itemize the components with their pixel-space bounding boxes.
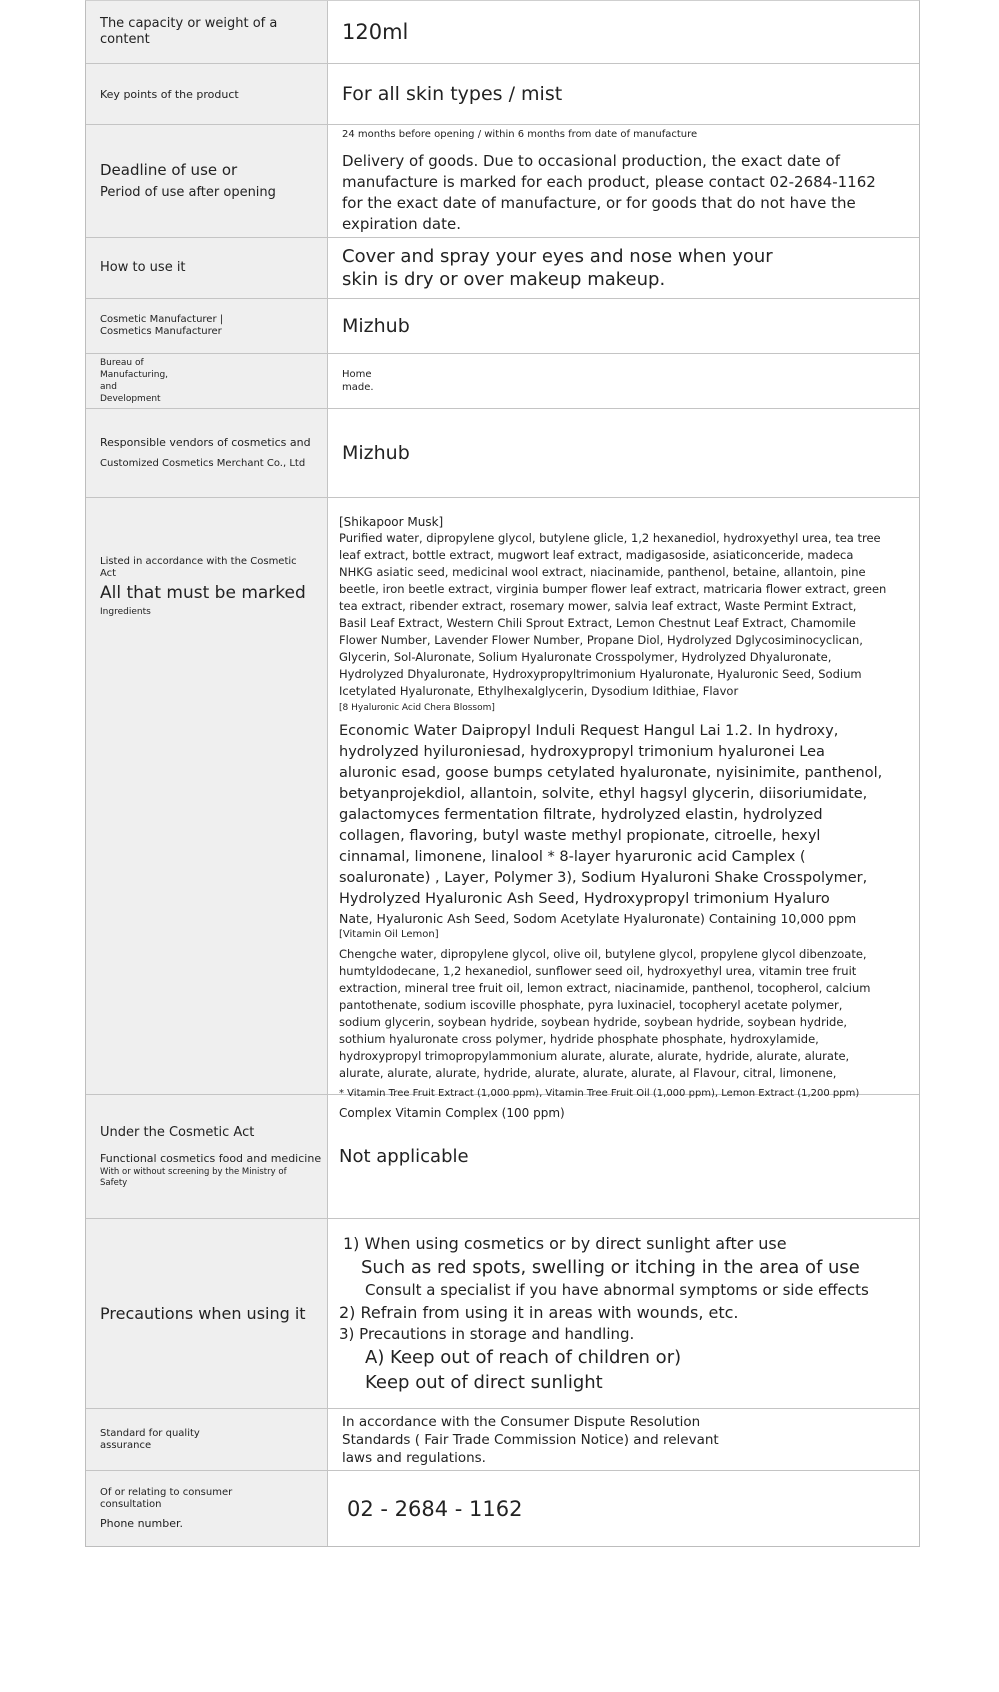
value-cell (328, 64, 919, 124)
value-cell (328, 354, 919, 408)
row-manufacturer (86, 299, 919, 354)
label-cell (86, 354, 328, 408)
ingredients-label-line2: All that must be marked (100, 583, 306, 603)
consultation-label-line3: Phone number. (100, 1517, 183, 1530)
row-quality (86, 1409, 919, 1471)
row-capacity (86, 1, 919, 64)
value-cell (328, 125, 919, 237)
vendor-label-line1: Responsible vendors of cosmetics and (100, 436, 311, 449)
deadline-label-line1: Deadline of use or (100, 161, 238, 179)
precautions-label: Precautions when using it (100, 1303, 306, 1323)
deadline-label-line2: Period of use after opening (100, 185, 276, 200)
row-how-to-use (86, 238, 919, 299)
row-consultation (86, 1471, 919, 1546)
label-cell (86, 125, 328, 237)
row-deadline (86, 125, 919, 238)
ingredients-section1-title: [Shikapoor Musk] (339, 515, 444, 529)
label-cell (86, 1219, 328, 1408)
key-points-value: For all skin types / mist (342, 83, 563, 105)
ingredients-section2-tail: Nate, Hyaluronic Ash Seed, Sodom Acetylate Hyaluronate) Containing 10,000 ppm (339, 911, 857, 926)
functional-label-line3: With or without screening by the Ministry of Safety (100, 1166, 287, 1188)
ingredients-section1-text: Purified water, dipropylene glycol, butylene glicle, 1,2 hexanediol, hydroxyethyl urea, tea tree leaf extract, bottle extract, mugwort leaf extract, madigasoside, asiaticonceride, madeca NHKG asiatic seed, medicinal wool extract, niacinamide, panthenol, betaine, allantoin, pine beetle, iron beetle extract, virginia bumper flower leaf extract, matricaria flower extract, green tea extract, ribender extract, rosemary mower, salvia leaf extract, Waste Permint Extract, Basil Leaf Extract, Western Chili Sprout Extract, Lemon Chestnut Leaf Extract, Chamomile Flower Number, Lavender Flower Number, Propane Diol, Hydrolyzed Dglycosiminocyclican, Glycerin, Sol-Aluronate, Solium Hyaluronate Crosspolymer, Hydrolyzed Dhyaluronate, Hydrolyzed Dhyaluronate, Hydroxypropyltrimonium Hyaluronate, Hyaluronic Seed, Sodium Icetylated Hyaluronate, Ethylhexalglycerin, Dysodium Idithiae, Flavor (339, 531, 887, 698)
value-cell (328, 1, 919, 63)
row-bureau (86, 354, 919, 409)
ingredients-label-line1: Listed in accordance with the Cosmetic Act (100, 556, 297, 579)
how-to-use-value: Cover and spray your eyes and nose when your skin is dry or over makeup makeup. (342, 246, 773, 290)
how-to-use-label: How to use it (100, 260, 186, 275)
functional-label-line2: Functional cosmetics food and medicine (100, 1151, 322, 1165)
ingredients-section2-title: [8 Hyaluronic Acid Chera Blossom] (339, 703, 495, 713)
bureau-label-line2: Manufacturing, (100, 370, 169, 380)
manufacturer-label-line1: Cosmetic Manufacturer | (100, 314, 224, 325)
ingredients-section3-text: Chengche water, dipropylene glycol, olive oil, butylene glycol, propylene glycol dibenzoate, humtyldodecane, 1,2 hexanediol, sunflower seed oil, hydroxyethyl urea, vitamin tree fruit extraction, mineral tree fruit oil, lemon extract, niacinamide, panthenol, tocopherol, calcium pantothenate, sodium iscoville phosphate, pyra luxinaciel, tocopheryl acetate polymer, sodium glycerin, soybean hydride, soybean hydride, soybean hydride, soybean hydride, sothium hyaluronate cross polymer, hydride phosphate phosphate, hydroxylamide, hydroxypropyl trimopropylammonium alurate, alurate, alurate, hydride, alurate, alurate, alurate, alurate, alurate, hydride, alurate, alurate, alurate, al Flavour, citral, limonene, (339, 947, 871, 1080)
consultation-phone: 02 - 2684 - 1162 (347, 1496, 523, 1521)
label-cell (86, 1, 328, 63)
value-cell (328, 409, 919, 497)
label-cell (86, 238, 328, 298)
value-cell (328, 1409, 919, 1470)
ingredients-section3-note: * Vitamin Tree Fruit Extract (1,000 ppm), Vitamin Tree Fruit Oil (1,000 ppm), Lemon Extract (1,200 ppm) (339, 1088, 860, 1099)
label-cell (86, 1471, 328, 1546)
value-cell (328, 498, 919, 1120)
manufacturer-label-line2: Cosmetics Manufacturer (100, 326, 222, 337)
bureau-value-line2: made. (342, 382, 374, 393)
bureau-value-line1: Home (342, 369, 372, 380)
quality-label-line2: assurance (100, 1439, 152, 1451)
precautions-line1: 1) When using cosmetics or by direct sunlight after use (343, 1234, 787, 1253)
row-precautions (86, 1219, 919, 1409)
functional-label-line1: Under the Cosmetic Act (100, 1124, 255, 1140)
quality-value: In accordance with the Consumer Dispute Resolution Standards ( Fair Trade Commission Notice) and relevant laws and regulations. (342, 1413, 719, 1466)
capacity-value: 120ml (342, 20, 409, 44)
label-cell (86, 1409, 328, 1470)
row-vendor (86, 409, 919, 498)
deadline-value-small: 24 months before opening / within 6 months from date of manufacture (342, 128, 698, 140)
precautions-line5: 3) Precautions in storage and handling. (339, 1325, 635, 1343)
precautions-line4: 2) Refrain from using it in areas with wounds, etc. (339, 1303, 739, 1322)
ingredients-section3-title: [Vitamin Oil Lemon] (339, 929, 439, 940)
vendor-value: Mizhub (342, 442, 410, 464)
consultation-label-line2: consultation (100, 1499, 162, 1510)
consultation-label-line1: Of or relating to consumer (100, 1487, 233, 1498)
precautions-line7: Keep out of direct sunlight (365, 1372, 603, 1393)
value-cell (328, 1471, 919, 1546)
row-ingredients (86, 498, 919, 1120)
label-cell (86, 1095, 328, 1218)
value-cell (328, 1219, 919, 1408)
bureau-label-line4: Development (100, 394, 161, 404)
bureau-label-line3: and (100, 382, 117, 392)
precautions-line2: Such as red spots, swelling or itching in the area of use (361, 1257, 860, 1278)
ingredients-section3-tail: Complex Vitamin Complex (100 ppm) (339, 1106, 565, 1120)
capacity-label: The capacity or weight of a content (100, 16, 278, 47)
label-cell (86, 64, 328, 124)
ingredients-label-line3: Ingredients (100, 607, 151, 617)
value-cell (328, 299, 919, 353)
bureau-label-line1: Bureau of (100, 358, 144, 368)
deadline-value-main: Delivery of goods. Due to occasional production, the exact date of manufacture is marked for each product, please contact 02-2684-1162 for the exact date of manufacture, or for goods that do not have the expiration date. (342, 151, 876, 233)
quality-label-line1: Standard for quality (100, 1427, 200, 1439)
label-cell (86, 299, 328, 353)
vendor-label-line2: Customized Cosmetics Merchant Co., Ltd (100, 458, 306, 469)
key-points-label: Key points of the product (100, 87, 239, 101)
row-key-points (86, 64, 919, 125)
ingredients-section2-text: Economic Water Daipropyl Induli Request Hangul Lai 1.2. In hydroxy, hydrolyzed hyiluroniesad, hydroxypropyl trimonium hyaluronei Lea aluronic esad, goose bumps cetylated hyaluronate, nyisinimite, panthenol, betyanprojekdiol, allantoin, solvite, ethyl hagsyl glycerin, diisoriumidate, galactomyces fermentation filtrate, hydrolyzed elastin, hydrolyzed collagen, flavoring, butyl waste methyl propionate, citroelle, hexyl cinnamal, limonene, linalool * 8-layer hyaruronic acid Camplex ( soaluronate) , Layer, Polymer 3), Sodium Hyaluroni Shake Crosspolymer, Hydrolyzed Hyaluronic Ash Seed, Hydroxypropyl trimonium Hyaluro (339, 723, 883, 907)
value-cell (328, 238, 919, 298)
precautions-line3: Consult a specialist if you have abnormal symptoms or side effects (365, 1281, 869, 1299)
label-cell (86, 498, 328, 1094)
row-functional (86, 1095, 919, 1219)
functional-value: Not applicable (339, 1145, 469, 1167)
precautions-line6: A) Keep out of reach of children or) (365, 1347, 682, 1368)
product-info-table (85, 0, 920, 1547)
manufacturer-value: Mizhub (342, 315, 410, 337)
value-cell (328, 1095, 919, 1218)
label-cell (86, 409, 328, 497)
